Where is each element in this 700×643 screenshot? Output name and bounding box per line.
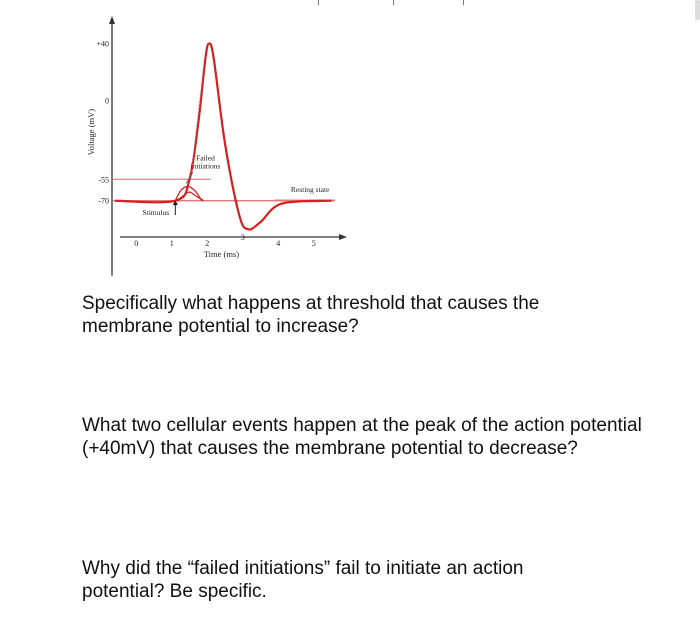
x-tick-label: 1 — [169, 239, 174, 248]
x-axis-arrow — [339, 234, 347, 240]
y-tick-label: 0 — [105, 96, 109, 106]
action-potential-trace — [115, 43, 331, 229]
x-tick-label: 4 — [276, 239, 281, 248]
action-potential-chart — [0, 0, 700, 300]
x-tick-label: 0 — [134, 239, 139, 248]
question-failed-initiations: Why did the “failed initiations” fail to initiate an action potential? Be specific. — [82, 558, 524, 602]
resting-annotation: Resting state — [290, 185, 330, 195]
y-axis-arrow — [109, 16, 115, 24]
x-axis-label: Time (ms) — [203, 249, 240, 259]
chart-layer — [86, 16, 347, 276]
stimulus-annotation: Stimulus — [142, 208, 170, 217]
question-threshold: Specifically what happens at threshold that causes the membrane potential to increase? — [82, 293, 540, 337]
y-axis-label: Voltage (mV) — [86, 108, 96, 156]
y-tick-label: +40 — [96, 39, 109, 49]
x-tick-label: 5 — [311, 239, 316, 248]
y-tick-label: -70 — [98, 196, 109, 206]
failed-annotation-line-1: Failed — [196, 153, 215, 163]
failed-annotation-line-2: initiations — [190, 161, 221, 171]
y-tick-label: -55 — [98, 175, 109, 185]
x-tick-label: 2 — [205, 239, 210, 248]
x-tick-label: 3 — [240, 233, 245, 242]
question-peak: What two cellular events happen at the peak of the action potential (+40mV) that causes the membrane potential to decrease? — [82, 415, 642, 459]
